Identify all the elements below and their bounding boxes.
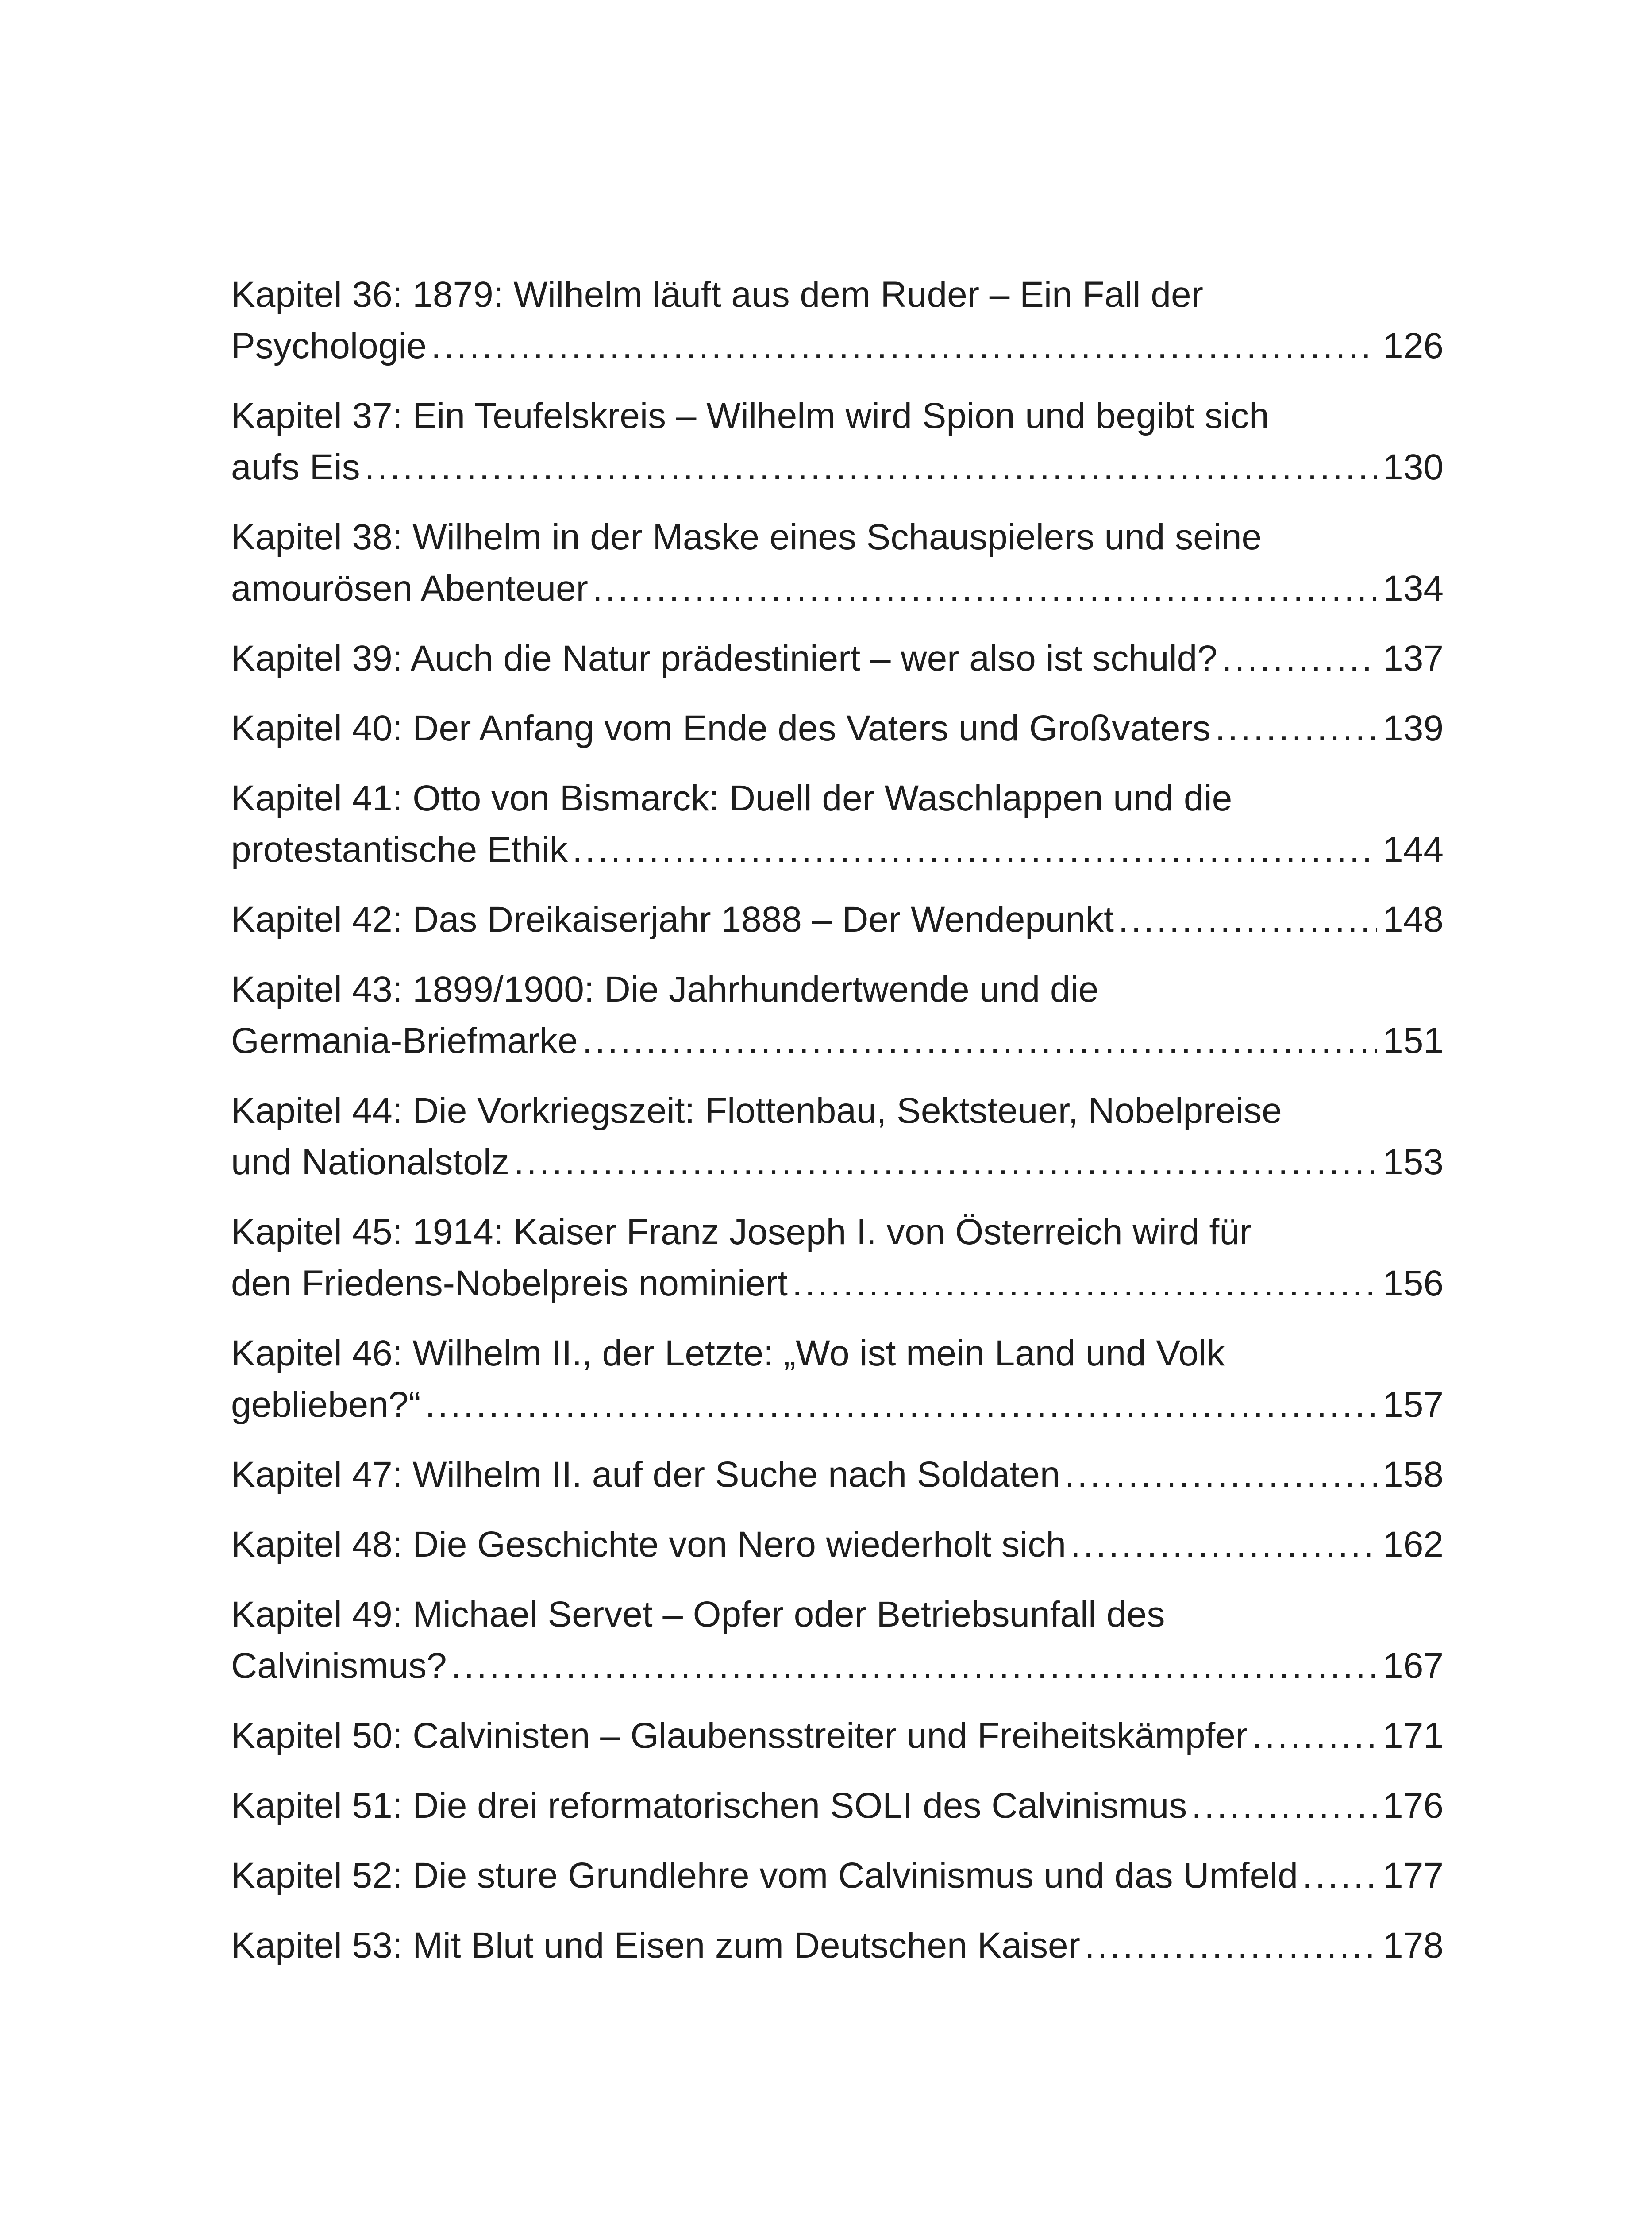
- table-of-contents: [231, 269, 1444, 1990]
- toc-entry: [231, 512, 1444, 614]
- toc-entry: [231, 1710, 1444, 1762]
- dot-leader: [514, 1137, 1377, 1188]
- toc-entry-last-line: [231, 442, 1444, 493]
- toc-page-number: 137: [1383, 638, 1444, 679]
- toc-entry-title-line: Kapitel 38: Wilhelm in der Maske eines Schauspielers und seine: [231, 517, 1262, 557]
- toc-entry: [231, 964, 1444, 1067]
- toc-entry: [231, 703, 1444, 754]
- toc-entry-title: Psychologie: [231, 326, 427, 366]
- toc-entry: [231, 633, 1444, 684]
- toc-entry-title: Kapitel 48: Die Geschichte von Nero wiederholt sich: [231, 1524, 1066, 1565]
- toc-entry-title: Kapitel 47: Wilhelm II. auf der Suche nach Soldaten: [231, 1454, 1060, 1495]
- toc-entry-last-line: [231, 1519, 1444, 1570]
- toc-entry: [231, 894, 1444, 945]
- toc-page-number: 144: [1383, 829, 1444, 870]
- dot-leader: [582, 1015, 1377, 1067]
- toc-entry-title: Kapitel 50: Calvinisten – Glaubensstreiter und Freiheitskämpfer: [231, 1716, 1248, 1756]
- toc-page-number: 171: [1383, 1716, 1444, 1756]
- dot-leader: [1215, 703, 1377, 754]
- toc-entry-last-line: [231, 703, 1444, 754]
- dot-leader: [1191, 1780, 1377, 1831]
- toc-page-number: 157: [1383, 1384, 1444, 1425]
- toc-entry-last-line: [231, 563, 1444, 614]
- toc-entry-title-line: Kapitel 41: Otto von Bismarck: Duell der Waschlappen und die: [231, 778, 1232, 818]
- toc-entry-last-line: [231, 1449, 1444, 1500]
- dot-leader: [1071, 1519, 1377, 1570]
- toc-entry-title: Kapitel 53: Mit Blut und Eisen zum Deutschen Kaiser: [231, 1925, 1080, 1966]
- toc-entry: [231, 1085, 1444, 1188]
- toc-entry-title: Calvinismus?: [231, 1646, 447, 1686]
- toc-entry-title-line: Kapitel 44: Die Vorkriegszeit: Flottenbau, Sektsteuer, Nobelpreise: [231, 1091, 1282, 1131]
- toc-page-number: 176: [1383, 1785, 1444, 1826]
- dot-leader: [792, 1258, 1377, 1309]
- toc-entry-title: Kapitel 40: Der Anfang vom Ende des Vaters und Großvaters: [231, 708, 1211, 748]
- toc-page-number: 156: [1383, 1263, 1444, 1303]
- toc-entry: [231, 1920, 1444, 1971]
- toc-entry-title: Kapitel 42: Das Dreikaiserjahr 1888 – Der Wendepunkt: [231, 899, 1114, 940]
- toc-page-number: 134: [1383, 568, 1444, 609]
- toc-page-number: 178: [1383, 1925, 1444, 1966]
- toc-entry-title: Kapitel 39: Auch die Natur prädestiniert – wer also ist schuld?: [231, 638, 1217, 679]
- toc-entry: [231, 773, 1444, 875]
- toc-entry-title-line: Kapitel 46: Wilhelm II., der Letzte: „Wo ist mein Land und Volk: [231, 1333, 1225, 1373]
- toc-entry: [231, 390, 1444, 493]
- dot-leader: [431, 320, 1377, 372]
- toc-entry-title-line: Kapitel 36: 1879: Wilhelm läuft aus dem Ruder – Ein Fall der: [231, 274, 1203, 315]
- toc-page-number: 177: [1383, 1855, 1444, 1896]
- toc-entry-last-line: [231, 1780, 1444, 1831]
- toc-page-number: 139: [1383, 708, 1444, 748]
- dot-leader: [1064, 1449, 1377, 1500]
- dot-leader: [365, 442, 1377, 493]
- toc-entry: [231, 269, 1444, 372]
- toc-page-number: 148: [1383, 899, 1444, 940]
- toc-entry-title: aufs Eis: [231, 447, 360, 487]
- toc-entry: [231, 1850, 1444, 1901]
- dot-leader: [451, 1640, 1377, 1692]
- toc-page-number: 130: [1383, 447, 1444, 487]
- toc-entry-last-line: [231, 1258, 1444, 1309]
- toc-page-number: 153: [1383, 1142, 1444, 1182]
- toc-entry: [231, 1449, 1444, 1500]
- toc-page-number: 151: [1383, 1021, 1444, 1061]
- toc-entry-last-line: [231, 1920, 1444, 1971]
- toc-page-number: 167: [1383, 1646, 1444, 1686]
- toc-entry-title: Germania-Briefmarke: [231, 1021, 578, 1061]
- toc-entry-last-line: [231, 1015, 1444, 1067]
- toc-page-number: 158: [1383, 1454, 1444, 1495]
- toc-entry-title-line: Kapitel 43: 1899/1900: Die Jahrhundertwende und die: [231, 969, 1099, 1010]
- dot-leader: [593, 563, 1377, 614]
- toc-entry-last-line: [231, 1850, 1444, 1901]
- toc-page-number: 162: [1383, 1524, 1444, 1565]
- toc-entry-last-line: [231, 1379, 1444, 1430]
- toc-entry-last-line: [231, 824, 1444, 875]
- toc-page-number: 126: [1383, 326, 1444, 366]
- dot-leader: [572, 824, 1377, 875]
- dot-leader: [1302, 1850, 1377, 1901]
- toc-entry-last-line: [231, 320, 1444, 372]
- toc-entry-last-line: [231, 1640, 1444, 1692]
- dot-leader: [1222, 633, 1377, 684]
- dot-leader: [1085, 1920, 1377, 1971]
- toc-entry-title-line: Kapitel 45: 1914: Kaiser Franz Joseph I. von Österreich wird für: [231, 1212, 1252, 1252]
- toc-entry-title: amourösen Abenteuer: [231, 568, 588, 609]
- toc-entry: [231, 1589, 1444, 1692]
- toc-entry-last-line: [231, 1710, 1444, 1762]
- dot-leader: [1118, 894, 1377, 945]
- dot-leader: [1252, 1710, 1377, 1762]
- toc-entry-last-line: [231, 1137, 1444, 1188]
- toc-entry-last-line: [231, 894, 1444, 945]
- toc-entry-title: den Friedens-Nobelpreis nominiert: [231, 1263, 788, 1303]
- dot-leader: [425, 1379, 1377, 1430]
- toc-entry: [231, 1519, 1444, 1570]
- toc-entry: [231, 1207, 1444, 1309]
- toc-entry-title: Kapitel 52: Die sture Grundlehre vom Calvinismus und das Umfeld: [231, 1855, 1298, 1896]
- toc-entry-title: Kapitel 51: Die drei reformatorischen SOLI des Calvinismus: [231, 1785, 1187, 1826]
- toc-entry-title-line: Kapitel 37: Ein Teufelskreis – Wilhelm wird Spion und begibt sich: [231, 396, 1269, 436]
- toc-entry-title-line: Kapitel 49: Michael Servet – Opfer oder Betriebsunfall des: [231, 1594, 1165, 1635]
- toc-entry-last-line: [231, 633, 1444, 684]
- toc-entry-title: protestantische Ethik: [231, 829, 568, 870]
- toc-entry-title: und Nationalstolz: [231, 1142, 510, 1182]
- toc-entry: [231, 1328, 1444, 1430]
- toc-entry: [231, 1780, 1444, 1831]
- toc-entry-title: geblieben?“: [231, 1384, 421, 1425]
